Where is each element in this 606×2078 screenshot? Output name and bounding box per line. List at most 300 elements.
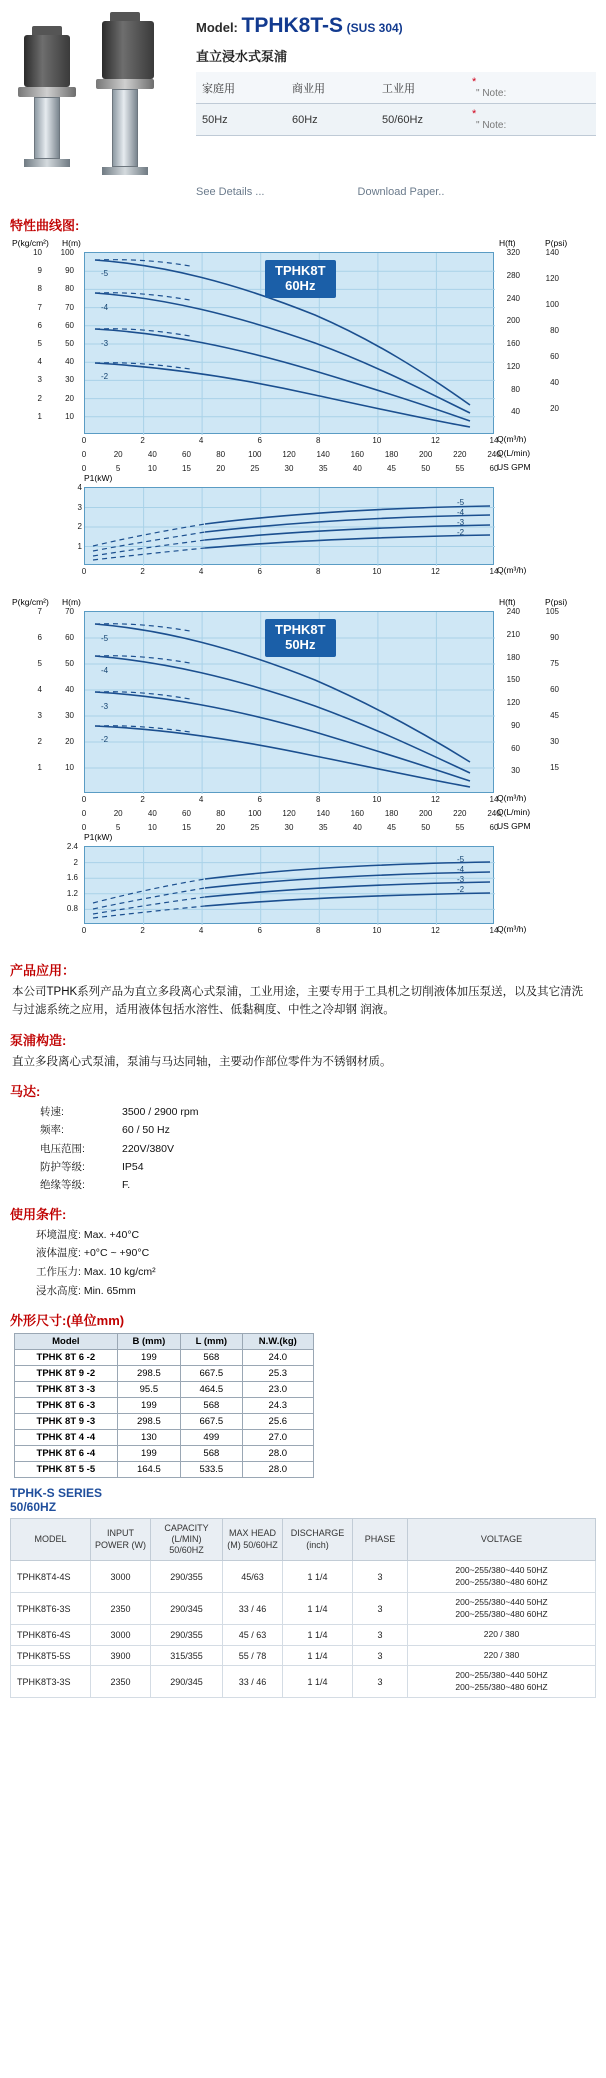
curve-label-5: -5	[457, 498, 465, 507]
x-tick-lmin: 20	[113, 809, 123, 818]
y-tick-kw: 1	[77, 541, 82, 551]
x-tick-gpm: 5	[115, 823, 121, 832]
motor-title: 马达:	[10, 1084, 41, 1100]
cell-value: 533.5	[181, 1461, 243, 1477]
y-tick-psi: 105	[545, 607, 559, 616]
y-tick-kw: 3	[77, 502, 82, 512]
y-tick-pressure: 1	[37, 411, 42, 421]
cell-value: 1 1/4	[283, 1625, 353, 1645]
cell-value: 199	[117, 1397, 180, 1413]
table-row	[11, 1645, 596, 1665]
curve-lines	[85, 847, 495, 925]
chart-badge-60hz	[265, 260, 336, 298]
x-tick-m3h: 0	[81, 795, 87, 804]
cell-value: 667.5	[181, 1365, 243, 1381]
x-tick-gpm: 25	[250, 464, 260, 473]
cell-value: 315/355	[151, 1645, 223, 1665]
x-tick-gpm: 40	[352, 823, 362, 832]
header	[0, 0, 606, 205]
x-tick-lmin: 100	[248, 809, 262, 818]
usage-note: " Note:	[476, 88, 507, 99]
curve-label-3: -3	[101, 339, 109, 348]
x-tick-gpm: 45	[387, 464, 396, 473]
x-tick-gpm: 20	[216, 464, 226, 473]
y-tick-ft: 90	[511, 720, 520, 730]
x-tick-lmin: 120	[282, 450, 296, 459]
col-discharge: DISCHARGE (inch)	[283, 1518, 353, 1561]
x-tick-lmin: 60	[182, 450, 191, 459]
y-tick-psi: 75	[550, 659, 559, 668]
x-tick-m3h: 12	[430, 436, 440, 445]
header-links	[196, 186, 596, 198]
spec-value: F.	[122, 1179, 131, 1192]
x-tick-gpm: 35	[318, 823, 328, 832]
application-text: 本公司TPHK系列产品为直立多段离心式泵浦，工业用途，主要专用于工具机之切削液体加压泵送，以及其它清洗与过滤系统之应用，适用液体包括水溶性、低黏稠度、中性之冷却钢 润液。	[12, 986, 584, 1017]
y-tick-ft: 240	[506, 607, 520, 616]
spec-key: 转速:	[40, 1106, 64, 1119]
x-tick-lmin: 0	[81, 450, 87, 459]
curve-label-5: -5	[101, 269, 109, 278]
table-header-row	[15, 1333, 314, 1349]
cell-value: 95.5	[117, 1381, 180, 1397]
spec-value: 220V/380V	[122, 1142, 174, 1155]
cell-value: 28.0	[242, 1445, 313, 1461]
x-tick-m3h: 14	[489, 436, 499, 445]
x-tick-m3h: 2	[140, 795, 145, 804]
x-tick-gpm: 30	[284, 823, 294, 832]
x-tick-m3h: 8	[316, 436, 321, 445]
download-paper-link[interactable]: Download Paper..	[357, 186, 445, 198]
axis-label-hm: H(m)	[62, 597, 81, 607]
list-item	[40, 1159, 606, 1175]
x-tick-lmin: 140	[316, 809, 330, 818]
y-tick-ft: 150	[506, 675, 520, 685]
spec-value: IP54	[122, 1160, 144, 1173]
pump-body	[34, 97, 60, 159]
table-row	[15, 1413, 314, 1429]
x-tick-gpm: 45	[387, 823, 396, 832]
cell-value: 3000	[91, 1625, 151, 1645]
x-tick-lmin: 0	[81, 809, 87, 818]
x-tick-lmin: 80	[216, 450, 226, 459]
series-table	[10, 1518, 596, 1699]
cell-value: 45/63	[223, 1561, 283, 1593]
x-tick-lmin: 220	[453, 450, 467, 459]
x-tick-m3h: 6	[257, 795, 262, 804]
x-tick-m3h: 2	[140, 926, 145, 935]
x-axis-title-gpm: US GPM	[497, 462, 531, 472]
motor-fan-cover	[110, 12, 140, 21]
y-tick-pressure: 4	[37, 357, 42, 367]
x-tick-m3h: 0	[81, 567, 87, 576]
voltage-line: 200~255/380~440 50HZ	[455, 1597, 548, 1608]
col-phase: PHASE	[353, 1518, 408, 1561]
x-tick-m3h: 4	[198, 795, 204, 804]
cell-value: 28.0	[242, 1461, 313, 1477]
y-tick-psi: 40	[550, 378, 559, 387]
y-tick-kw: 2	[73, 857, 78, 867]
y-tick-head: 100	[60, 248, 74, 257]
y-tick-kw: 4	[77, 483, 82, 492]
required-star-icon: *	[472, 76, 477, 88]
y-tick-head: 20	[65, 737, 74, 746]
construction-title: 泵浦构造:	[10, 1032, 67, 1048]
badge-model: TPHK8T	[275, 263, 326, 278]
y-tick-head: 40	[65, 357, 74, 367]
curve-label-2: -2	[457, 528, 465, 537]
pump-flange	[96, 79, 154, 89]
table-row	[196, 72, 596, 104]
chart-badge-50hz	[265, 619, 336, 657]
y-tick-psi: 60	[550, 685, 559, 694]
cell-value: 1 1/4	[283, 1593, 353, 1625]
power-axis-title: P1(kW)	[84, 832, 113, 842]
cell-value: 33 / 46	[223, 1666, 283, 1698]
x-tick-m3h: 8	[316, 567, 321, 576]
curve-label-4: -4	[457, 865, 465, 874]
badge-model: TPHK8T	[275, 622, 326, 637]
y-tick-head: 50	[65, 339, 74, 348]
y-tick-head: 10	[65, 411, 74, 421]
y-tick-psi: 30	[550, 737, 559, 746]
cell-value: 3	[353, 1666, 408, 1698]
cell-value: 298.5	[117, 1413, 180, 1429]
table-row	[15, 1397, 314, 1413]
see-details-link[interactable]: See Details ...	[196, 186, 265, 198]
cell-value: 2350	[91, 1593, 151, 1625]
cell-value: 199	[117, 1445, 180, 1461]
x-tick-m3h: 0	[81, 926, 87, 935]
y-tick-pressure: 1	[37, 763, 42, 772]
x-tick-gpm: 15	[182, 464, 191, 473]
y-tick-ft: 240	[506, 293, 520, 303]
x-tick-lmin: 80	[216, 809, 226, 818]
x-tick-gpm: 60	[489, 823, 499, 832]
y-tick-head: 30	[65, 711, 74, 720]
x-tick-gpm: 0	[81, 464, 87, 473]
cell-value: 25.3	[242, 1365, 313, 1381]
chart-60hz-power	[10, 473, 596, 591]
x-tick-lmin: 40	[147, 450, 157, 459]
y-tick-pressure: 4	[37, 685, 42, 694]
cell-value: 23.0	[242, 1381, 313, 1397]
dimension-title: 外形尺寸:(单位mm)	[10, 1312, 125, 1328]
construction-text: 直立多段离心式泵浦，泵浦与马达同轴，主要动作部位零件为不锈钢材质。	[12, 1055, 392, 1068]
y-tick-head: 90	[65, 266, 74, 276]
table-row	[15, 1461, 314, 1477]
cell-model: TPHK 8T 9 -3	[15, 1413, 118, 1429]
col-model: Model	[15, 1333, 118, 1349]
col-capacity: CAPACITY (L/MIN) 50/60HZ	[151, 1518, 223, 1561]
y-tick-psi: 140	[545, 248, 559, 257]
motor-fan-cover	[32, 26, 62, 35]
y-tick-head: 20	[65, 393, 74, 403]
x-tick-m3h: 6	[257, 567, 262, 576]
curve-label-2: -2	[101, 372, 109, 381]
y-tick-ft: 120	[506, 698, 520, 707]
y-tick-ft: 120	[506, 361, 520, 371]
cell-model: TPHK 8T 9 -2	[15, 1365, 118, 1381]
motor-housing	[102, 21, 154, 79]
y-tick-pressure: 9	[37, 266, 42, 276]
cell-value: 3	[353, 1593, 408, 1625]
list-item	[40, 1141, 606, 1157]
x-tick-m3h: 10	[372, 795, 382, 804]
x-tick-m3h: 2	[140, 436, 145, 445]
spec-key: 防护等级:	[40, 1160, 85, 1173]
model-material: (SUS 304)	[346, 21, 403, 35]
cell-model: TPHK 8T 4 -4	[15, 1429, 118, 1445]
spec-value: 3500 / 2900 rpm	[122, 1106, 199, 1119]
cell-value: 3000	[91, 1561, 151, 1593]
spec-value: 60 / 50 Hz	[122, 1124, 170, 1137]
power-axis-title: P1(kW)	[84, 473, 113, 483]
motor-housing	[24, 35, 70, 87]
x-axis-title-m3h: Q(m³/h)	[497, 565, 527, 575]
y-tick-head: 60	[65, 633, 74, 642]
pump-flange	[18, 87, 76, 97]
x-tick-m3h: 10	[372, 926, 382, 935]
x-tick-gpm: 60	[489, 464, 499, 473]
table-row	[11, 1593, 596, 1625]
x-tick-m3h: 4	[198, 926, 204, 935]
cell-value: TPHK8T6-4S	[11, 1625, 91, 1645]
y-tick-psi: 90	[550, 633, 559, 642]
freq-note-cell	[466, 104, 596, 136]
y-tick-psi: 80	[550, 326, 559, 335]
curve-label-5: -5	[101, 634, 109, 643]
x-axis-title-m3h: Q(m³/h)	[497, 793, 527, 803]
x-tick-m3h: 12	[430, 795, 440, 804]
cell-model: TPHK 8T 6 -3	[15, 1397, 118, 1413]
x-tick-gpm: 10	[147, 823, 157, 832]
table-row	[15, 1445, 314, 1461]
spec-key: 绝缘等级:	[40, 1179, 85, 1192]
x-axis-title-m3h: Q(m³/h)	[497, 924, 527, 934]
y-tick-ft: 210	[506, 629, 520, 639]
y-tick-ft: 40	[511, 407, 520, 417]
x-axis-title-lmin: Q(L/min)	[497, 807, 531, 817]
curve-label-4: -4	[457, 508, 465, 517]
conditions-title: 使用条件:	[10, 1206, 67, 1222]
curve-label-4: -4	[101, 666, 109, 675]
col-input-power: INPUT POWER (W)	[91, 1518, 151, 1561]
cell-value: 45 / 63	[223, 1625, 283, 1645]
table-row	[15, 1429, 314, 1445]
cell-value: 290/345	[151, 1593, 223, 1625]
x-tick-lmin: 240	[487, 450, 501, 459]
axis-label-ppsi: P(psi)	[545, 238, 568, 248]
x-tick-lmin: 160	[350, 809, 364, 818]
x-tick-m3h: 2	[140, 567, 145, 576]
col-voltage: VOLTAGE	[408, 1518, 596, 1561]
axis-label-pkg: P(kg/cm²)	[12, 597, 49, 607]
usage-commercial: 商业用	[286, 72, 376, 104]
cell-value: 2350	[91, 1666, 151, 1698]
x-tick-lmin: 60	[182, 809, 191, 818]
cell-value: 24.0	[242, 1349, 313, 1365]
pump-body	[112, 89, 138, 167]
cell-value: TPHK8T5-5S	[11, 1645, 91, 1665]
curves-section-title: 特性曲线图:	[10, 218, 80, 233]
x-tick-gpm: 0	[81, 823, 87, 832]
pump-image-left	[24, 26, 76, 167]
x-tick-m3h: 10	[372, 567, 382, 576]
x-tick-lmin: 120	[282, 809, 296, 818]
cell-value: TPHK8T4-4S	[11, 1561, 91, 1593]
cell-value: 130	[117, 1429, 180, 1445]
y-tick-kw: 2	[77, 522, 82, 531]
usage-industrial: 工业用	[376, 72, 466, 104]
y-tick-head: 30	[65, 375, 74, 385]
y-tick-pressure: 10	[33, 248, 42, 257]
cell-value: TPHK8T6-3S	[11, 1593, 91, 1625]
axis-label-hft: H(ft)	[499, 238, 516, 248]
y-tick-ft: 320	[506, 248, 520, 257]
x-axis-title-gpm: US GPM	[497, 821, 531, 831]
x-tick-m3h: 12	[430, 567, 440, 576]
y-tick-head: 70	[65, 607, 74, 616]
x-tick-lmin: 140	[316, 450, 330, 459]
plot-area	[84, 846, 494, 924]
y-tick-ft: 280	[506, 270, 520, 280]
cell-value: 290/355	[151, 1561, 223, 1593]
y-tick-pressure: 5	[37, 659, 42, 668]
table-row	[15, 1381, 314, 1397]
cell-model: TPHK 8T 6 -2	[15, 1349, 118, 1365]
cell-value: 24.3	[242, 1397, 313, 1413]
list-item: 液体温度: +0°C ~ +90°C	[36, 1247, 150, 1260]
y-tick-pressure: 3	[37, 711, 42, 720]
chart-50hz-power	[10, 832, 596, 950]
voltage-line: 200~255/380~440 50HZ	[455, 1565, 548, 1576]
required-star-icon: *	[472, 108, 477, 120]
list-item	[40, 1177, 606, 1193]
cell-value: 3	[353, 1645, 408, 1665]
cell-model: TPHK 8T 3 -3	[15, 1381, 118, 1397]
x-tick-gpm: 55	[455, 464, 465, 473]
y-tick-psi: 20	[550, 404, 559, 413]
col-l: L (mm)	[181, 1333, 243, 1349]
list-item: 工作压力: Max. 10 kg/cm²	[36, 1266, 156, 1279]
cell-value: 25.6	[242, 1413, 313, 1429]
conditions-list	[0, 1227, 606, 1300]
table-row	[196, 104, 596, 136]
usage-note-cell	[466, 72, 596, 104]
freq-50: 50Hz	[196, 104, 286, 136]
cell-value: 1 1/4	[283, 1645, 353, 1665]
usage-home: 家庭用	[196, 72, 286, 104]
model-line	[196, 14, 403, 38]
x-tick-gpm: 20	[216, 823, 226, 832]
x-axis-title-lmin: Q(L/min)	[497, 448, 531, 458]
x-tick-gpm: 50	[421, 464, 431, 473]
axis-label-hm: H(m)	[62, 238, 81, 248]
pump-illustration	[10, 8, 185, 198]
y-tick-ft: 160	[506, 339, 520, 348]
x-tick-lmin: 220	[453, 809, 467, 818]
product-subtitle: 直立浸水式泵浦	[196, 49, 288, 64]
header-spec-table	[196, 72, 596, 136]
axis-label-hft: H(ft)	[499, 597, 516, 607]
cell-value: 568	[181, 1349, 243, 1365]
cell-value: 568	[181, 1397, 243, 1413]
freq-note: " Note:	[476, 120, 507, 131]
axis-label-ppsi: P(psi)	[545, 597, 568, 607]
x-axis-title-m3h: Q(m³/h)	[497, 434, 527, 444]
table-row	[15, 1349, 314, 1365]
y-tick-psi: 45	[550, 711, 559, 720]
list-item: 环境温度: Max. +40°C	[36, 1228, 140, 1241]
cell-value: 220 / 380	[408, 1625, 596, 1645]
x-tick-m3h: 6	[257, 436, 262, 445]
curve-label-2: -2	[457, 885, 465, 894]
x-tick-m3h: 10	[372, 436, 382, 445]
y-tick-psi: 100	[545, 300, 559, 309]
y-tick-kw: 2.4	[66, 842, 78, 851]
x-tick-m3h: 6	[257, 926, 262, 935]
curve-label-4: -4	[101, 303, 109, 312]
x-tick-lmin: 160	[350, 450, 364, 459]
curve-label-3: -3	[101, 702, 109, 711]
cell-value: 298.5	[117, 1365, 180, 1381]
table-row	[11, 1625, 596, 1645]
freq-5060: 50/60Hz	[376, 104, 466, 136]
cell-value: 464.5	[181, 1381, 243, 1397]
y-tick-pressure: 2	[37, 737, 42, 746]
cell-value: 499	[181, 1429, 243, 1445]
list-item: 浸水高度: Min. 65mm	[36, 1284, 136, 1297]
y-tick-psi: 60	[550, 352, 559, 361]
y-tick-ft: 200	[506, 316, 520, 326]
curve-lines	[85, 488, 495, 566]
x-tick-m3h: 4	[198, 436, 204, 445]
cell-value: 33 / 46	[223, 1593, 283, 1625]
y-tick-head: 80	[65, 284, 74, 294]
y-tick-ft: 60	[511, 743, 520, 753]
cell-model: TPHK 8T 5 -5	[15, 1461, 118, 1477]
cell-value: 3900	[91, 1645, 151, 1665]
voltage-line: 200~255/380~480 60HZ	[455, 1681, 548, 1692]
x-tick-gpm: 40	[352, 464, 362, 473]
x-tick-lmin: 20	[113, 450, 123, 459]
cell-value	[408, 1561, 596, 1593]
pump-image-right	[102, 12, 154, 175]
col-model: MODEL	[11, 1518, 91, 1561]
x-tick-lmin: 200	[418, 450, 433, 459]
x-tick-gpm: 50	[421, 823, 431, 832]
y-tick-psi: 15	[550, 763, 559, 772]
cell-value: 3	[353, 1625, 408, 1645]
plot-area	[84, 487, 494, 565]
cell-value	[408, 1593, 596, 1625]
x-tick-m3h: 0	[81, 436, 87, 445]
y-tick-ft: 180	[506, 652, 520, 662]
cell-value: 164.5	[117, 1461, 180, 1477]
x-tick-gpm: 5	[115, 464, 121, 473]
x-tick-m3h: 14	[489, 795, 499, 804]
y-tick-head: 60	[65, 320, 74, 330]
y-tick-pressure: 7	[37, 302, 42, 312]
curve-label-3: -3	[457, 518, 465, 527]
list-item	[40, 1122, 606, 1138]
y-tick-head: 50	[65, 659, 74, 668]
badge-freq: 60Hz	[285, 277, 316, 293]
dimension-table	[14, 1333, 314, 1478]
y-tick-pressure: 5	[37, 339, 42, 348]
spec-key: 频率:	[40, 1124, 64, 1137]
y-tick-ft: 80	[511, 384, 520, 394]
